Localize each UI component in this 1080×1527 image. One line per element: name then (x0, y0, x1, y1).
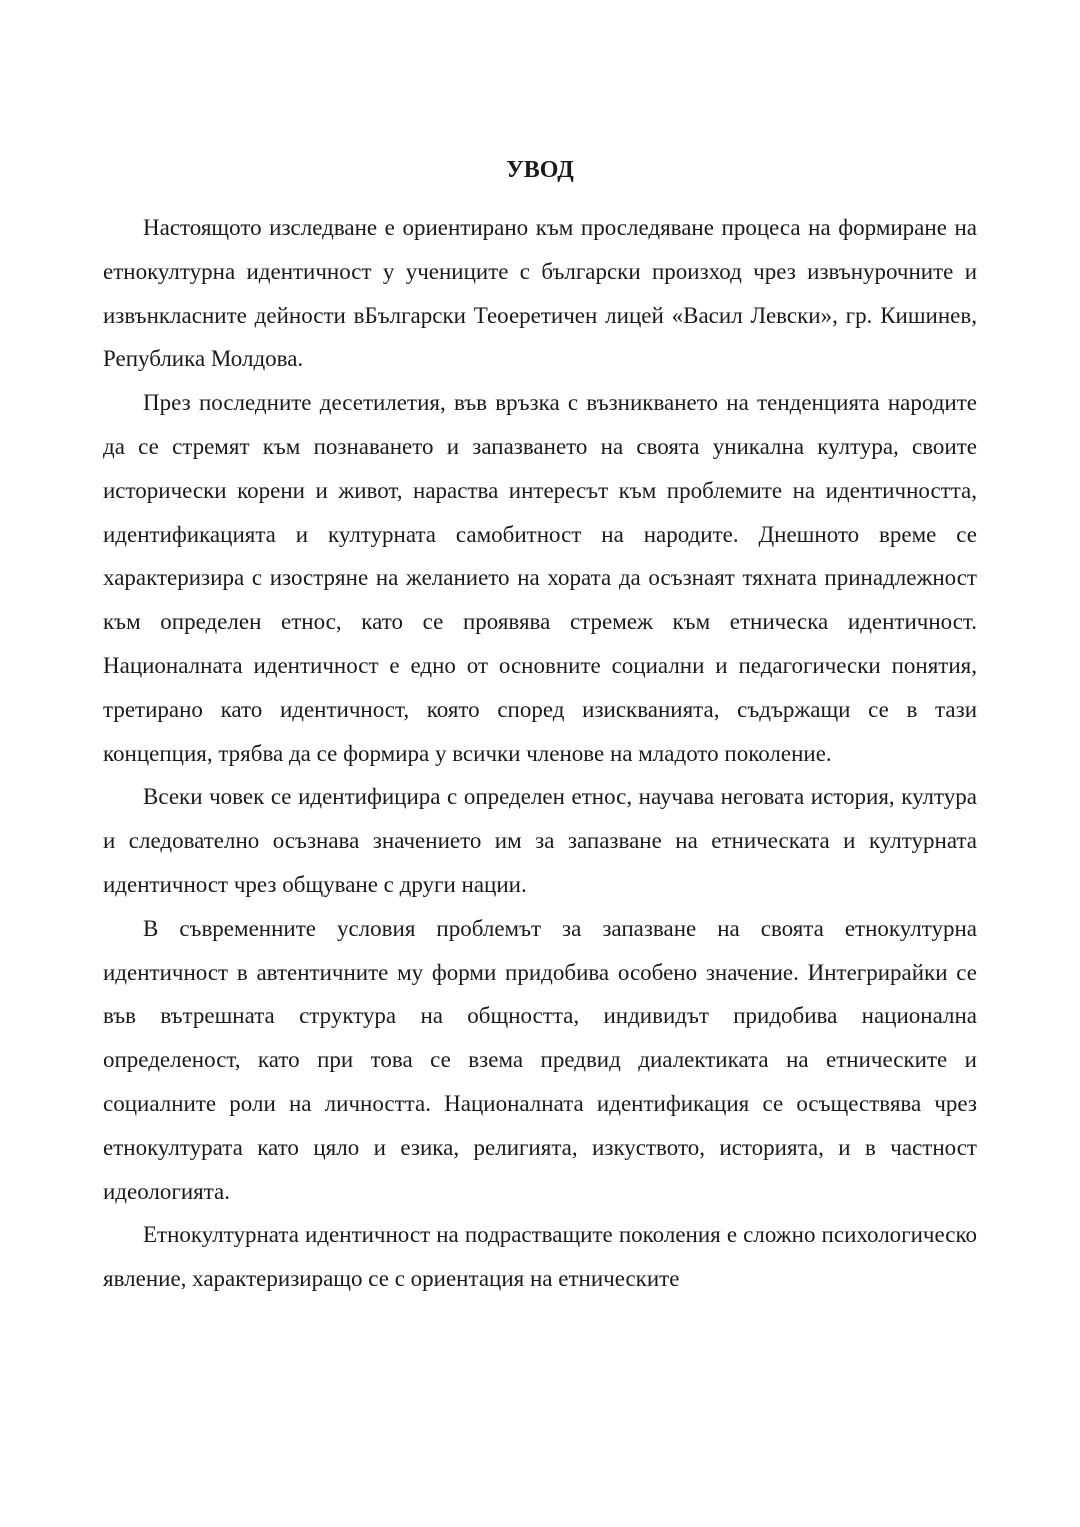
paragraph: Настоящото изследване е ориентирано към проследяване процеса на формиране на етнокултурна идентичност у учениците с български произход чрез извънурочните и извънкласните дейности вБългарски Теоеретичен лицей «Васил Левски», гр. Кишинев, Република Молдова. (103, 215, 977, 372)
paragraph: В съвременните условия проблемът за запазване на своята етнокултурна идентичност в автентичните му форми придобива особено значение. Интегрирайки се във вътрешната структура на общността, индивидът придобива национална определеност, като при това се взема предвид диалектиката на етническите и социалните роли на личността. Националната идентификация се осъществява чрез етнокултурата като цяло и езика, религията, изкуството, историята, и в частност идеологията. (103, 915, 977, 1204)
paragraph: През последните десетилетия, във връзка с възникването на тенденцията народите да се стремят към познаването и запазването на своята уникална култура, своите исторически корени и живот, нараства интересът към проблемите на идентичността, идентификацията и културната самобитност на народите. Днешното време се характеризира с изостряне на желанието на хората да осъзнаят тяхната принадлежност към определен етнос, като се проявява стремеж към етническа идентичност. Националната идентичност е едно от основните социални и педагогически понятия, третирано като идентичност, която според изискванията, съдържащи се в тази концепция, трябва да се формира у всички членове на младото поколение. (103, 390, 977, 766)
document-body (103, 206, 977, 1301)
paragraph: Всеки човек се идентифицира с определен етнос, научава неговата история, култура и следователно осъзнава значението им за запазване на етническата и културната идентичност чрез общуване с други нации. (103, 784, 977, 897)
paragraph: Етнокултурната идентичност на подрастващите поколения е сложно психологическо явление, характеризиращо се с ориентация на етническите (103, 1222, 977, 1292)
page-title: УВОД (506, 157, 574, 183)
